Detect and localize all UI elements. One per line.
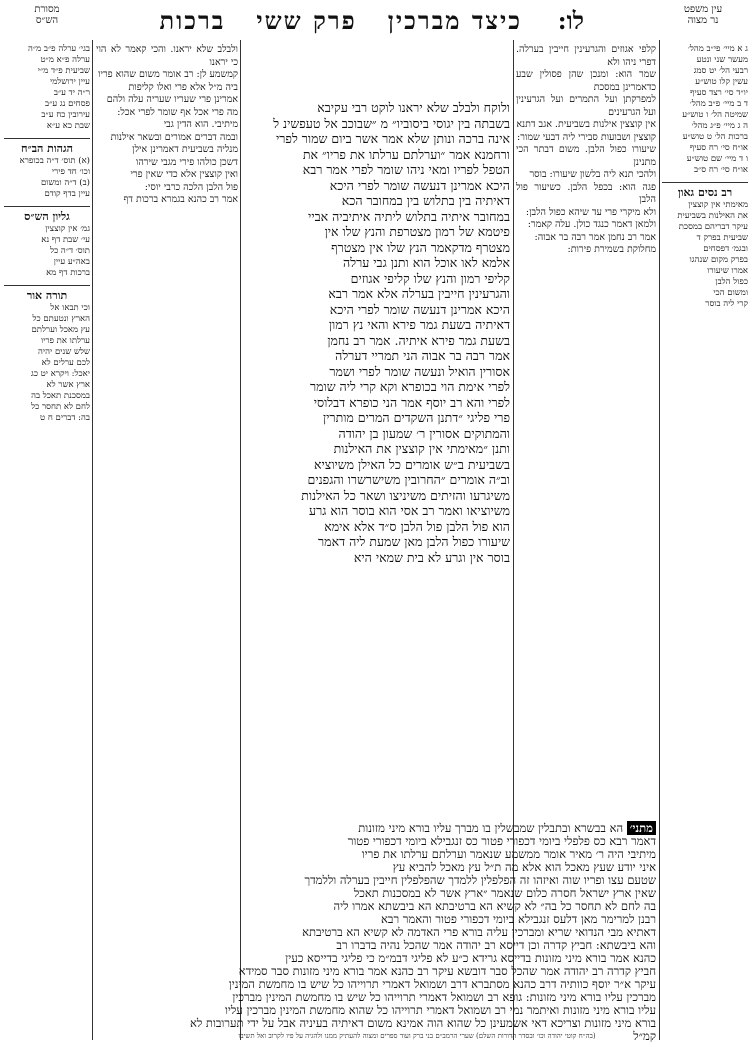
- tosafot-line: דשכן כולהו פירי מגבי שירהו: [135, 156, 238, 168]
- gemara-line: אמר רבה בר אבוה הני תמריי דערלה: [335, 348, 510, 363]
- gemara-line: דאיתיה בין בתלוש בין במחובר הכא: [341, 193, 510, 208]
- rav-nissim-line: אמרו שיעורו: [707, 266, 748, 276]
- gemara-line: קליפי רמון והנץ שלו קליפי אגוזים: [350, 270, 510, 286]
- hagahot-line: (א) תוס׳ ד״ה בכופרא: [19, 156, 90, 166]
- rashi-line: ולהכי תנא ליה בלשון שיעורו: בוסר: [529, 169, 656, 180]
- rav-nissim-line: כפול הלבן: [715, 277, 748, 287]
- ein-mishpat-line: מעשר שני ונטע: [696, 55, 748, 65]
- rashi-line: אין קוצצין אילנות בשביעית. אגב דתנא: [516, 119, 656, 130]
- rashi-line: פגה הוא: בכפל הלבן. כשיעור פול הלבן: [516, 181, 656, 205]
- gemara-line: בשביעית ב״ש אומרים כל האילן משיוציא: [314, 456, 510, 472]
- gemara-upper: [244, 100, 510, 820]
- gilyon-line: עי׳ שבת דף נא: [41, 235, 90, 245]
- torah-or-line: וכי תבאו אל: [50, 303, 90, 313]
- torah-or-line: עץ מאכל וערלתם: [31, 325, 90, 335]
- torah-or-line: שלש שנים יהיה: [38, 347, 90, 357]
- torah-or-line: במסכנת תאכל בה: [31, 391, 90, 401]
- hagahot-line: (ב) ד״ה ומשום: [40, 178, 90, 188]
- gemara-line: בשבתה בין יגוסי ביסוביו״ מ ״שבוכב אל טעפשינ ל: [273, 115, 510, 131]
- rav-nissim-text: [662, 200, 748, 310]
- gemara-line: שטעם עצו ופריו שוה ואיזהו זה הפלפלין ללמדך שהפלפלין חייבין בערלה וללמדך: [304, 873, 656, 887]
- mesoret-line: עירובין כח ע״ב: [41, 110, 90, 120]
- torah-or-line: הארץ ונטעתם כל: [32, 314, 90, 324]
- tosafot-line: ביה מ״ל אלא פרי ואלו קליפות: [128, 81, 238, 93]
- gemara-line: עליו בורא מיני מזונות ואיתמר נמי רב ושמואל דאמרי תרוייהו כל שהוא מחמשת המינין מברכין עליו: [224, 1003, 656, 1017]
- gemara-line: דאמר רבא כס פלפלי ביומי דכפורי פטור כס זנגבילא ביומי דכפורי פטור: [347, 834, 656, 848]
- ein-mishpat-column: [662, 44, 748, 1034]
- ein-mishpat-line: ו ד מיי׳ שם טוש״ע: [686, 154, 748, 164]
- gilyon-line: ברכות דף מא: [46, 268, 90, 278]
- gemara-line: בה לחם לא תחסר כל בה״ לא קשיא הא ברטיבתא הא ביבשתא אמרו ליה: [333, 899, 656, 913]
- rav-nissim-line: מאימתי אין קוצצין: [688, 200, 748, 210]
- gemara-line: ורחמנא אמר ״וערלתם ערלתו את פריו״ את: [302, 146, 510, 162]
- gemara-line: עיקר א״ר יוסף כוותיה דרב כהנא מסתברא דרב ושמואל דאמרי תרוייהו כל שיש בו מחמשת המינין: [228, 977, 656, 991]
- rav-nissim-line: בפרק מקום שנהגו: [689, 255, 748, 265]
- tosafot-column: [96, 44, 238, 644]
- rashi-line: שמר הוא: ומנכן שהן פסולין שבע כדאמרינן במסכת: [516, 69, 656, 93]
- page-header: [0, 4, 752, 40]
- folio-number: לו:: [557, 6, 584, 35]
- rashi-line: אמר רב נחמן אמר רבה בר אבוה:: [534, 231, 656, 243]
- ein-mishpat-line: ד ב מיי׳ פ״ב מהל׳: [689, 99, 748, 109]
- gemara-line: אינה ברכה ונותן שלא אמר אשר ביום שמור לפרי: [275, 131, 510, 146]
- tosafot-line: ואין קוצצין אלא כדי שאין פרי: [130, 169, 238, 180]
- gemara-line: חביץ קדרה רב יהודה אמר שהכל סבר דובשא עיקר רב כהנא אמר בורא מיני מזונות סבר סמידא: [238, 964, 656, 978]
- rashi-text: [516, 44, 656, 257]
- tosafot-line: אמרינן פרי שעריו שעריה עלה ולהם: [106, 94, 238, 105]
- gilyon-text: [4, 224, 90, 279]
- ein-mishpat-line: ג א מיי׳ פי״ב מהל׳: [687, 44, 748, 54]
- tosafot-line: קמשמע לן: רב אומר משום שהוא פריו: [98, 69, 238, 80]
- column-divider: [659, 40, 660, 1040]
- rashi-line: ולא מיקרי פרי עד שיהא כפול הלבן:: [525, 206, 656, 218]
- gemara-line: אלמא לאו אוכל הוא ותנן גבי ערלה: [343, 255, 510, 270]
- gemara-line: לפרי אימת הוי בכופרא וקא קרי ליה שומר: [309, 379, 510, 394]
- tosafot-line: ובמה דברים אמורים ובשאר אילנות: [110, 131, 238, 143]
- page-footer: (בה״ח קוטי יהודה וכו׳ ובסדר הדורות השלם) שערי הרמב״ם בני ברק ועוד ספרים ומצוה להעתיק ממנו ולהגיה על פיו לקרוב ואל תשיבו: [238, 1032, 596, 1040]
- mesoret-line: עיין ירושלמי: [50, 77, 90, 87]
- mesoret-line: שביעית פ״ד מ״י: [37, 66, 90, 76]
- ein-mishpat-line: או״ח סי׳ רח ס״ב: [693, 165, 748, 175]
- gemara-line: היכא אמרינן דנעשה שומר לפרי היכא: [329, 301, 510, 317]
- rashi-line: קוצצין ושבועות סבירי ליה דבעי שמור:: [517, 131, 656, 143]
- tosafot-line: פול הלבן הלכה כרבי יוסי:: [144, 181, 238, 193]
- gemara-line: והגרעינין חייבין בערלה אלא אמר רבא: [328, 286, 510, 301]
- rashi-line: שיעורו כפול הלבן. משום דבתר הכי מתנינן: [516, 144, 656, 168]
- gemara-line: לפרי והא רב יוסף אמר הני כופרא דבלוסי: [313, 394, 510, 410]
- rav-nissim-title: רב נסים גאון: [662, 182, 748, 198]
- mishnah-label: מתני׳: [627, 821, 656, 835]
- gemara-line: משיוציאו ואמר רב אסי הוא בוסר הוא גרע: [309, 503, 510, 518]
- hagahot-text: [4, 156, 90, 200]
- hagahot-line: וכו׳ חד פירי: [51, 167, 90, 177]
- hagahot-line: עיין בדף קודם: [44, 189, 90, 199]
- gemara-line: הוא פול הלבן פול הלבן ס״ד אלא אימא: [324, 518, 510, 534]
- mishnah-text: הא בבשרא ובתבלין שמבשלין בו מברך עליו בורא מיני מזונות: [358, 821, 624, 835]
- gemara-line: קמ״ל: [633, 1029, 656, 1043]
- torah-or-line: ארץ אשר לא: [46, 380, 90, 390]
- mesoret-line: ערלה פ״א מ״ט: [40, 55, 90, 65]
- gilyon-line: גמ׳ אין קוצצין: [45, 224, 90, 234]
- gemara-line: בוסר אין וגרע לא בית שמאי היא: [353, 549, 510, 565]
- gemara-line: והא ביבשתא: חביץ קדרה וכן דייסא רב יהודה אמר שהכל נהיה בדברו רב: [336, 938, 656, 952]
- hagahot-title: הגהות הב״ח: [4, 138, 90, 154]
- mesoret-text: [4, 44, 90, 132]
- gemara-line: וב״ה אומרים ״החרובין משישרשרו והגפנים: [307, 472, 510, 487]
- gemara-line: רבנן למרימר מאן דלעס זנגבילא ביומי דכפורי פטור והאמר רבא: [381, 912, 656, 926]
- gemara-line: פרי פליגי ״דתנן השקדים המרים מותרין: [322, 410, 510, 425]
- page-title: כיצד מברכין פרק ששי ברכות: [159, 6, 522, 35]
- gilyon-line: תוס׳ ד״ה כל: [50, 246, 90, 256]
- gemara-line: פיטמא של רמון מצטרפת והנץ שלו אין: [324, 224, 510, 239]
- gemara-line: כהנא אמר בורא מיני מזונות בדייסא גרידא כ״ע לא פליגי דבמ״מ כי פליגי בדייסא כעין: [285, 951, 656, 965]
- mesoret-line: פסחים נג ע״ב: [45, 99, 90, 109]
- gemara-line: אסורין הואיל ונעשה שומר לפרי ושמר: [329, 363, 510, 379]
- rashi-column: [516, 44, 656, 644]
- rav-nissim-line: שביעית בפרק ד: [696, 233, 748, 243]
- ein-mishpat-line: יו״ד סי׳ רצד סעיף: [690, 88, 748, 98]
- rashi-line: למפרקתן ועל התמרים ועל הגרעינין ועל הגרעינים: [516, 94, 656, 118]
- gemara-line: משיגרעו והזיתים משיניצו ושאר כל האילנות: [301, 487, 510, 503]
- gemara-line: דאתיא מבי הנדואי שריא ומברכין עליה בורא פרי האדמה לא קשיא הא ברטיבתא: [302, 925, 656, 939]
- gemara-line: בורא מיני מזונות וצריכא דאי אשמעינן כל שהוא הוה אמינא משום דאיתיה בעיניה אבל על ידי תערובות לא: [190, 1016, 656, 1030]
- rashi-line: מחלוקת בשמירת פירות:: [567, 244, 656, 255]
- rav-nissim-line: עיקר דבריהם במסכת: [678, 222, 748, 232]
- gilyon-line: באה״ע עיין: [53, 257, 90, 267]
- ein-mishpat-heading: עין משפט נר מצוה: [683, 4, 723, 26]
- ein-mishpat-line: שמיטה הל׳ ו טוש״ע: [682, 110, 748, 120]
- gemara-line: דאיתיה בשעת גמר פירא והאי נץ רמון: [328, 317, 510, 332]
- gemara-line: מברכין עליו בורא מיני מזונות: גופא רב ושמואל דאמרי תרוייהו כל שיש בו מחמשת המינין מברכין: [232, 990, 656, 1004]
- rav-nissim-line: קרי ליה בוסר: [705, 299, 748, 309]
- gemara-line: הטפל לפריו ומאי ניהו שומר לפרי אמר רבא: [302, 162, 510, 177]
- rashi-line: ולמאן דאמר כנגד כולן. עלה קאמר:: [527, 219, 656, 230]
- torah-or-line: לחם לא תחסר כל: [31, 402, 90, 412]
- tosafot-line: מנליה בשביעית דאמרינן אילן: [132, 144, 238, 155]
- rav-nissim-line: את האילנות בשביעית: [677, 211, 748, 221]
- gemara-line: בשעת גמר פירא איתיה. אמר רב נחמן: [327, 332, 510, 348]
- torah-or-line: לכם ערלים לא: [41, 358, 90, 368]
- ein-mishpat-line: עשין קלו טוש״ע: [695, 77, 748, 87]
- tosafot-line: מה פרי אכל אף שומר לפרי אכל:: [117, 106, 238, 118]
- torah-or-line: ערלתו את פריו: [40, 336, 90, 346]
- tosafot-line: מיתיבי. הוא הדין גבי: [163, 119, 238, 130]
- tosafot-text: [96, 44, 238, 207]
- ein-mishpat-text: [662, 44, 748, 176]
- ein-mishpat-line: ברכות הל׳ ט טוש״ע: [682, 132, 748, 142]
- gemara-line: שאין ארץ ישראל חסרה כלום שנאמר ״ארץ אשר לא במסכנות תאכל: [353, 886, 656, 900]
- mesoret-heading: מסורת הש״ס: [34, 4, 60, 26]
- torah-or-line: יאכל: ויקרא יט כג: [31, 369, 90, 379]
- gemara-line: איני יודע שעץ מאכל הוא אלא מה ת״ל עץ מאכל להביא עץ: [392, 860, 656, 874]
- gemara-line: היכא אמרינן דנעשה שומר לפרי היכא: [329, 177, 510, 193]
- mesoret-column: [4, 44, 90, 1034]
- gemara-lower-text: [96, 835, 656, 1043]
- mesoret-line: בגי׳ ערלה פ״ב מ״ה: [28, 44, 90, 54]
- gemara-line: ולוקח ולבלב שלא יראנו לוקט רבי עקיבא: [317, 100, 510, 115]
- torah-or-title: תורה אור: [4, 285, 90, 301]
- ein-mishpat-line: רבעי הל׳ יט סמג: [693, 66, 748, 76]
- rashi-line: קלפי אגוזים והגרעינין חייבין בערלה. דפרי ניהו ולא: [516, 44, 656, 68]
- ein-mishpat-line: או״ח סי׳ רח סעיף: [689, 143, 748, 153]
- rav-nissim-line: ובגמ׳ דפסחים: [703, 244, 748, 254]
- mesoret-line: ר״ה יד ע״ב: [53, 88, 90, 98]
- gemara-upper-text: [244, 100, 510, 565]
- gemara-line: שיעורו כפול הלבן מאן שמעת ליה דאמר: [318, 534, 510, 549]
- tosafot-line: אמר רב כהנא בגמרא ברכות דף: [123, 194, 238, 205]
- rav-nissim-line: ומשום הכי: [713, 288, 748, 298]
- column-divider: [92, 40, 93, 1040]
- gemara-line: ותנן ״מאימתי אין קוצצין את האילנות: [333, 441, 510, 456]
- gilyon-title: גליון הש״ס: [4, 206, 90, 222]
- torah-or-line: בה: דברים ח ט: [39, 413, 90, 423]
- gemara-line: מצטרף מדקאמר הנץ שלו אין מצטרף: [331, 239, 510, 255]
- gemara-line: במחובר איתיה בתלוש ליתיה איתיביה אביי: [308, 208, 510, 224]
- tosafot-line: ולבלב שלא יראנו. והכי קאמר לא הוי כי יראנו: [96, 44, 238, 68]
- gemara-line: והמתוקים אסורין ר׳ שמעון בן יהודה: [338, 425, 510, 441]
- gemara-line: מיתיבי היה ר׳ מאיר אומר ממשמע שנאמר וערלתם ערלתו את פריו: [361, 847, 656, 861]
- torah-or-text: [4, 303, 90, 424]
- mesoret-line: שבת כא ע״א: [46, 121, 90, 131]
- ein-mishpat-line: ה ג מיי׳ פ״ג מהל׳: [691, 121, 748, 131]
